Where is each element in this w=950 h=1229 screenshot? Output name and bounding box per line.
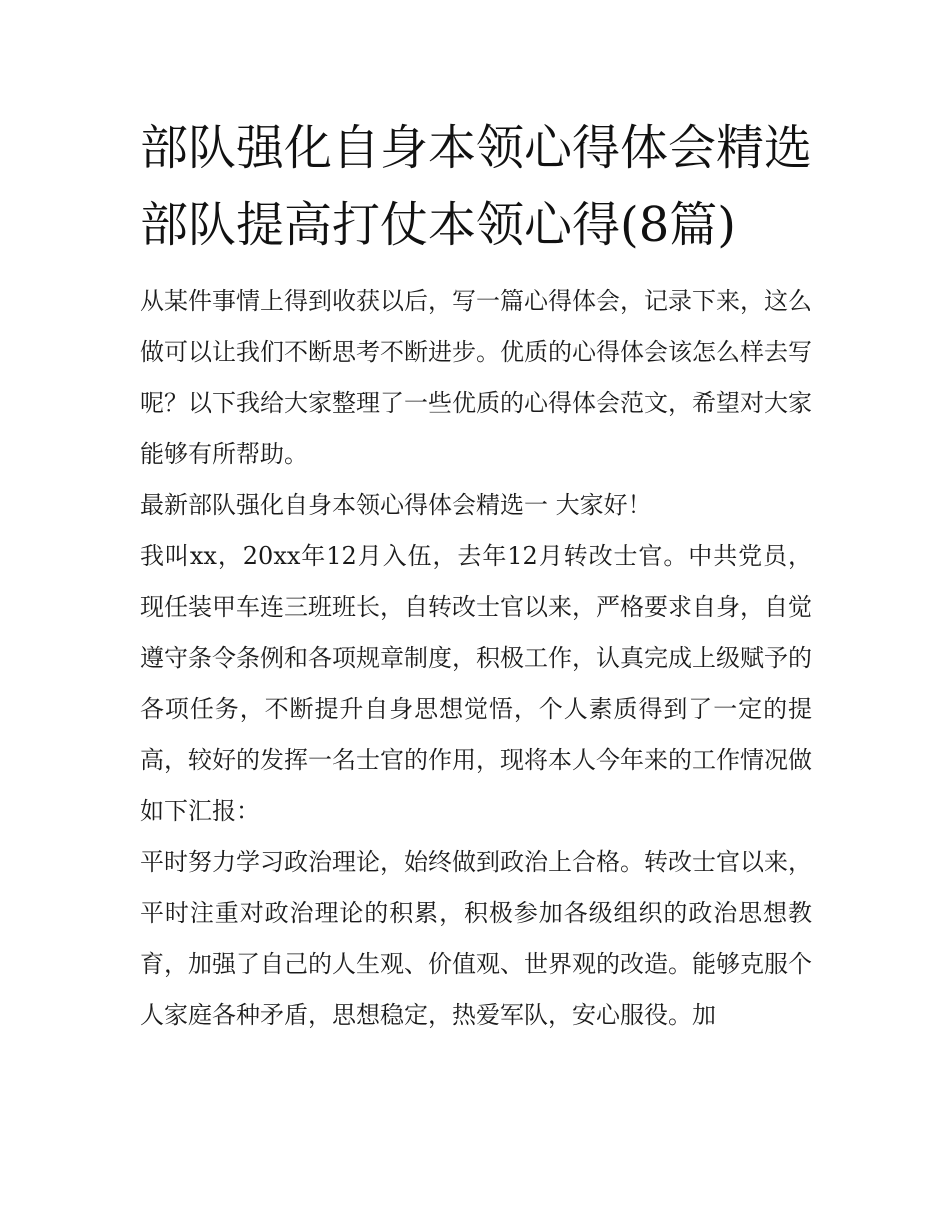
paragraph-section-heading: 最新部队强化自身本领心得体会精选一 大家好！: [140, 491, 652, 519]
paragraph-self-introduction: 我叫xx，20xx年12月入伍，去年12月转改士官。中共党员，现任装甲车连三班班长，自转改士官以来，严格要求自身，自觉遵守条令条例和各项规章制度，积极工作，认真完成上级赋予的各项任务，不断提升自身思想觉悟，个人素质得到了一定的提高，较好的发挥一名士官的作用，现将本人今年来的工作情况做如下汇报：: [140, 542, 812, 825]
document-page: [140, 110, 812, 1041]
document-title: 部队强化自身本领心得体会精选 部队提高打仗本领心得(8篇): [140, 120, 813, 253]
paragraph-political-study: 平时努力学习政治理论，始终做到政治上合格。转改士官以来，平时注重对政治理论的积累，积极参加各级组织的政治思想教育，加强了自己的人生观、价值观、世界观的改造。能够克服个人家庭各种矛盾，思想稳定，热爱军队，安心服役。加: [140, 848, 812, 1029]
paragraph-intro: 从某件事情上得到收获以后，写一篇心得体会，记录下来，这么做可以让我们不断思考不断进步。优质的心得体会该怎么样去写呢？以下我给大家整理了一些优质的心得体会范文，希望对大家能够有所帮助。: [140, 287, 812, 468]
